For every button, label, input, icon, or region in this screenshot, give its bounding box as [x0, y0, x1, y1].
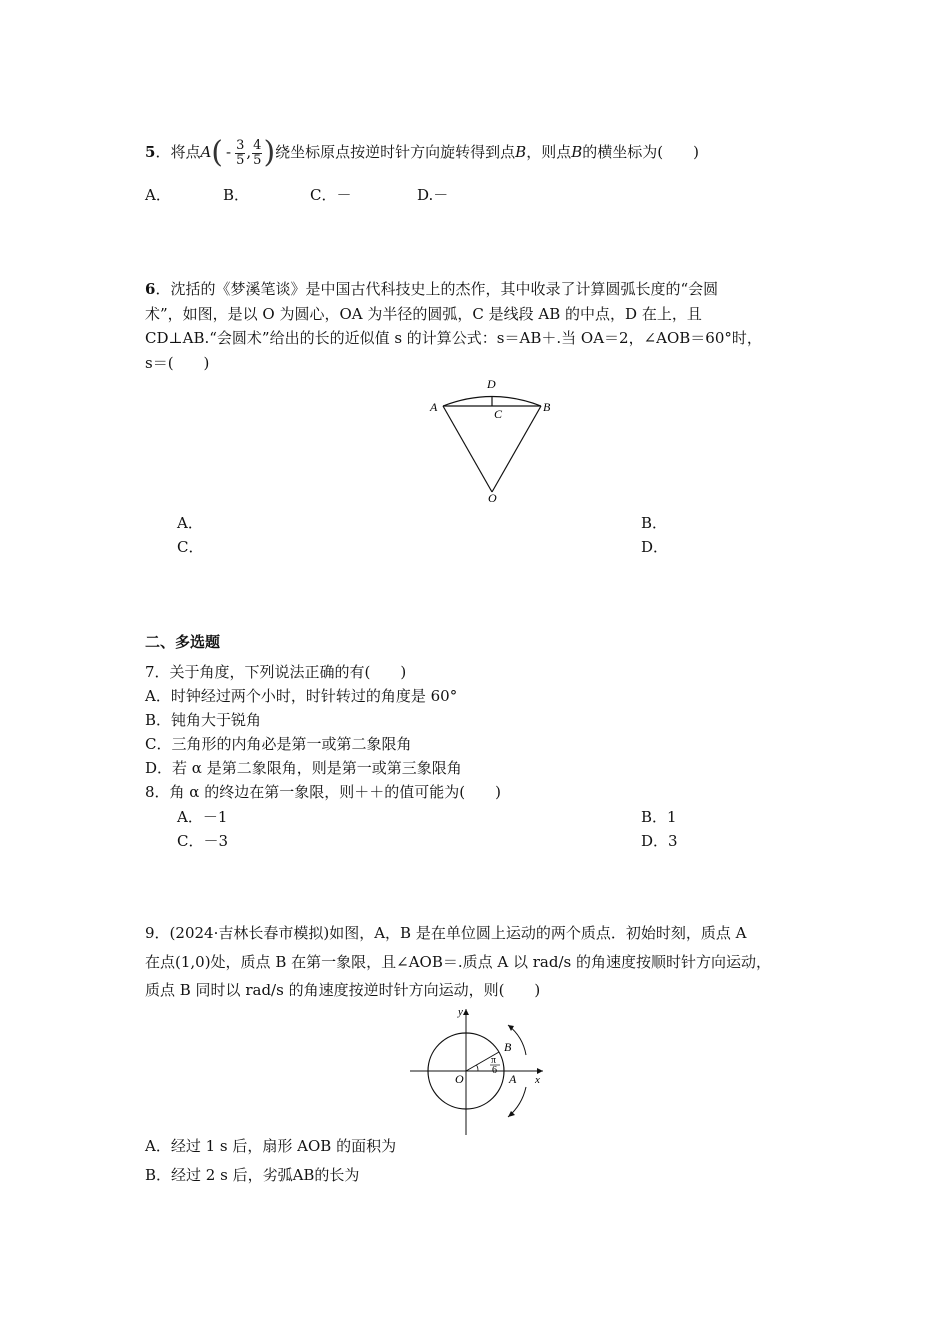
q6-segment-oa	[443, 406, 492, 492]
q9-label-o: O	[455, 1072, 464, 1086]
q8-option-a: A．－1	[177, 808, 228, 826]
q6-option-c: C．	[177, 538, 204, 556]
q9-line-1: 9．(2024·吉林长春市模拟)如图，A，B 是在单位圆上运动的两个质点．初始时刻，质点 A	[145, 924, 747, 942]
q7-option-b: B．钝角大于锐角	[145, 711, 262, 729]
q9-option-b: B．经过 2 s 后，劣弧AB的长为	[145, 1166, 360, 1184]
q6-label-b: B	[543, 400, 551, 414]
q9-option-a: A．经过 1 s 后，扇形 AOB 的面积为	[145, 1137, 397, 1155]
q9-label-six: 6	[492, 1065, 497, 1076]
q5-option-c: C．－	[310, 186, 352, 204]
q9-unit-circle-figure	[408, 1005, 558, 1135]
q5-fraction-1: $\frac{3}{5}$	[236, 137, 245, 168]
q5-comma: ,	[246, 143, 252, 161]
q6-label-d: D	[487, 377, 496, 391]
q5-option-b: B．	[223, 186, 250, 204]
q5-stem	[145, 135, 699, 170]
q5-option-d: D.－	[417, 186, 449, 204]
q8-stem: 8．角 α 的终边在第一象限，则＋＋的值可能为( )	[145, 783, 501, 801]
q6-label-a: A	[430, 400, 438, 414]
q9-y-arrow	[463, 1009, 469, 1015]
q5-text-post1: 绕坐标原点按逆时针方向旋转得到点	[275, 143, 516, 161]
q6-line-1: 6．沈括的《梦溪笔谈》是中国古代科技史上的杰作，其中收录了计算圆弧长度的“会圆	[145, 280, 719, 298]
q5-point-b1: B	[515, 143, 527, 161]
q6-arc-figure	[425, 374, 565, 504]
q7-stem: 7．关于角度，下列说法正确的有( )	[145, 663, 407, 681]
q7-option-d: D．若 α 是第二象限角，则是第一或第三象限角	[145, 759, 462, 777]
q9-label-y: y	[458, 1006, 463, 1018]
q8-option-b: B．1	[641, 808, 677, 826]
q5-option-a: A．	[145, 186, 171, 204]
q8-option-d: D．3	[641, 832, 678, 850]
q9-label-b: B	[504, 1040, 512, 1054]
q6-label-o: O	[488, 491, 497, 504]
section-title: 二、多选题	[145, 633, 221, 651]
q9-angle-arc	[476, 1065, 478, 1071]
q6-label-c: C	[494, 407, 503, 421]
q5-minus: -	[226, 143, 232, 161]
q9-line-2: 在点(1,0)处，质点 B 在第一象限，且∠AOB＝.质点 A 以 rad/s 的角速度按顺时针方向运动，	[145, 953, 771, 971]
q5-point-b2: B	[571, 143, 583, 161]
q6-line-2: 术”，如图，是以 O 为圆心，OA 为半径的圆弧，C 是线段 AB 的中点，D 在上，且	[145, 305, 702, 323]
q8-option-c: C．－3	[177, 832, 229, 850]
q6-line-3: CD⊥AB.“会圆术”给出的长的近似值 s 的计算公式：s＝AB＋.当 OA＝2，∠AOB＝60°时，	[145, 329, 762, 347]
q6-option-b: B．	[641, 514, 668, 532]
q5-fraction-2: $\frac{4}{5}$	[253, 137, 262, 168]
q6-option-a: A．	[177, 514, 203, 532]
q6-option-d: D．	[641, 538, 669, 556]
q5-point-a: A	[200, 143, 212, 161]
q9-line-3: 质点 B 同时以 rad/s 的角速度按逆时针方向运动，则( )	[145, 981, 541, 999]
q5-paren-left: (	[211, 135, 224, 170]
q9-label-x: x	[535, 1074, 540, 1086]
q5-number: 5	[145, 143, 156, 161]
q7-option-a: A．时钟经过两个小时，时针转过的角度是 60°	[145, 687, 458, 705]
q5-paren-right: )	[263, 135, 276, 170]
q5-text-post2: ，则点	[526, 143, 572, 161]
q6-line-4: s＝( )	[145, 354, 210, 372]
q9-label-pi: π	[491, 1055, 497, 1066]
q5-text-pre: ．将点	[155, 143, 201, 161]
q7-option-c: C．三角形的内角必是第一或第二象限角	[145, 735, 412, 753]
q9-label-a: A	[509, 1072, 517, 1086]
q5-text-post3: 的横坐标为( )	[582, 143, 699, 161]
